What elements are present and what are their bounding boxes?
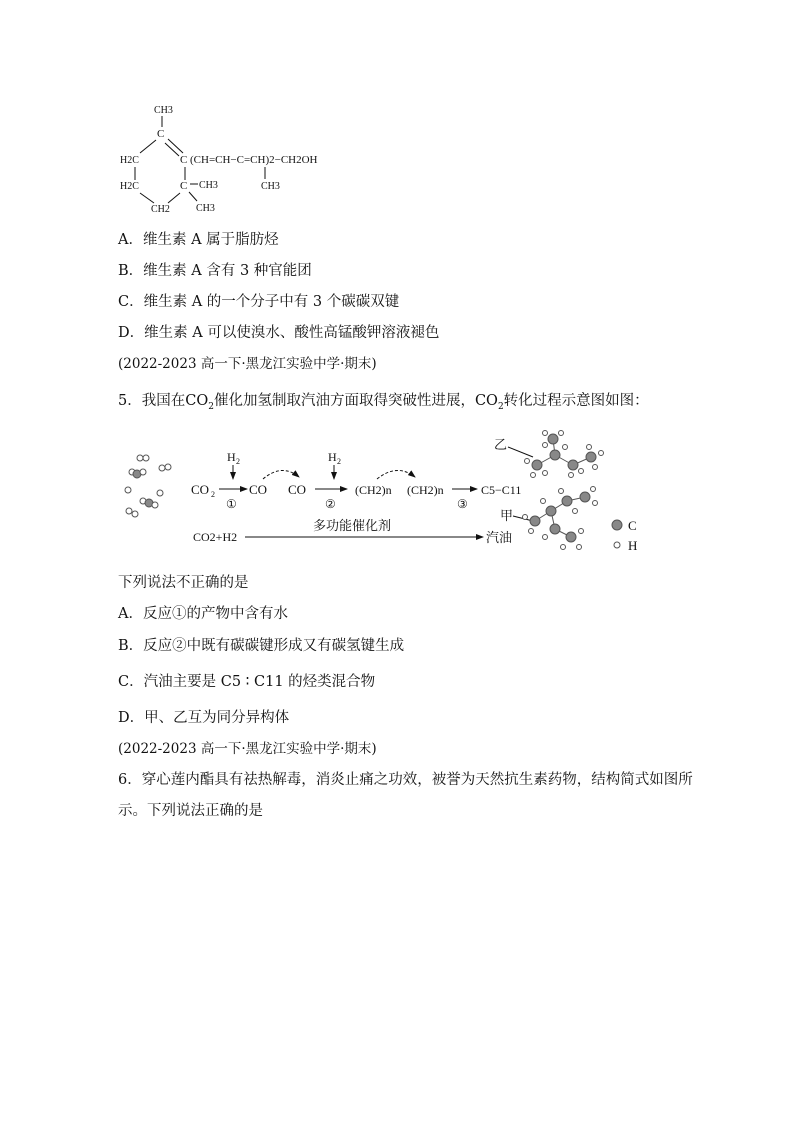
q5-stem: 5．我国在$CO_2$催化加氢制取汽油方面取得突破性进展，$CO_2$转化过程示意图如图： [118, 393, 649, 412]
legend-carbon-icon [612, 520, 622, 530]
svg-text:2: 2 [337, 457, 341, 466]
co2-label: CO [191, 482, 210, 497]
q4-option-a: A．维生素 A 属于脂肪烃 [118, 232, 279, 248]
co2-h2-label: CO2+H2 [193, 530, 238, 544]
q5-option-a: A．反应①的产物中含有水 [118, 606, 288, 622]
q4-option-d: D．维生素 A 可以使溴水、酸性高锰酸钾溶液褪色 [118, 325, 440, 341]
h2-label-2: H [328, 450, 337, 464]
q5-option-c: C．汽油主要是 C5 ∶ C11 的烃类混合物 [118, 674, 376, 690]
q5-prompt: 下列说法不正确的是 [118, 575, 249, 591]
reactant-molecules-icon [125, 455, 171, 517]
ch3-right-label-2: CH3 [196, 203, 215, 214]
jia-label: 甲 [500, 509, 514, 524]
h2-label-1: H [227, 450, 236, 464]
co2-conversion-diagram [115, 425, 655, 560]
molecule-yi-icon [525, 431, 604, 478]
q4-option-b: B．维生素 A 含有 3 种官能团 [118, 263, 312, 279]
legend-hydrogen-icon [614, 542, 620, 548]
svg-text:2: 2 [211, 490, 215, 499]
c-top-label: C [157, 128, 165, 140]
co-label-2: CO [288, 482, 307, 497]
co-label-1: CO [249, 482, 268, 497]
vitamin-a-structure [110, 95, 390, 220]
gasoline-label: 汽油 [486, 531, 513, 546]
molecule-jia-icon [523, 487, 598, 550]
c5-c11-label: C5−C11 [481, 483, 522, 497]
c-low-label: C [180, 180, 188, 192]
q4-option-c: C．维生素 A 的一个分子中有 3 个碳碳双键 [118, 294, 400, 310]
ch2-bottom-label: CH2 [151, 204, 170, 215]
q6-line-1: 6．穿心莲内酯具有祛热解毒，消炎止痛之功效，被誉为天然抗生素药物，结构简式如图所 [118, 772, 693, 788]
source-note-1: (2022-2023 高一下·黑龙江实验中学·期末) [118, 356, 377, 372]
source-note-2: (2022-2023 高一下·黑龙江实验中学·期末) [118, 741, 377, 757]
side-chain-ch3-label: CH3 [261, 181, 280, 192]
legend-h-label: H [628, 538, 638, 553]
ch2n-label-1: (CH2)n [355, 483, 392, 497]
ch3-right-label-1: CH3 [199, 180, 218, 191]
catalyst-label: 多功能催化剂 [313, 519, 392, 534]
legend-c-label: C [628, 518, 637, 533]
h2c-label-1: H2C [120, 155, 139, 166]
step-3-label: ③ [457, 497, 468, 511]
ch2n-label-2: (CH2)n [407, 483, 444, 497]
ch3-top-label: CH3 [154, 105, 173, 116]
step-1-label: ① [226, 497, 237, 511]
q5-option-d: D．甲、乙互为同分异构体 [118, 710, 290, 726]
svg-text:2: 2 [236, 457, 240, 466]
step-2-label: ② [325, 497, 336, 511]
yi-label: 乙 [494, 438, 508, 453]
q5-option-b: B．反应②中既有碳碳键形成又有碳氢键生成 [118, 638, 405, 654]
side-chain-label: (CH=CH−C=CH)2−CH2OH [190, 154, 318, 166]
q6-line-2: 示。下列说法正确的是 [118, 803, 263, 819]
c-mid-label: C [180, 154, 188, 166]
h2c-label-2: H2C [120, 181, 139, 192]
